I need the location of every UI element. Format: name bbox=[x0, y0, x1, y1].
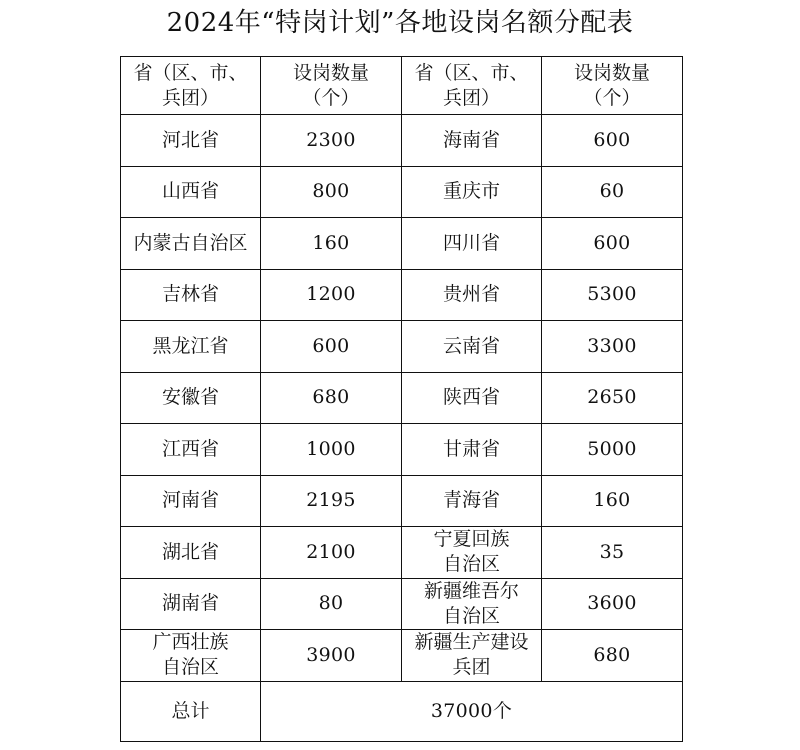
province-name-cell: 黑龙江省 bbox=[121, 321, 261, 373]
header-count-left: 设岗数量 （个） bbox=[261, 57, 402, 115]
quota-count-cell: 60 bbox=[542, 166, 683, 218]
table-row bbox=[121, 269, 683, 321]
quota-count-cell: 5300 bbox=[542, 269, 683, 321]
header-count-right: 设岗数量 （个） bbox=[542, 57, 683, 115]
province-name-cell: 陕西省 bbox=[402, 372, 542, 424]
header-province-left: 省（区、市、 兵团） bbox=[121, 57, 261, 115]
total-value: 37000个 bbox=[261, 681, 683, 741]
total-row bbox=[121, 681, 683, 741]
province-name-cell: 贵州省 bbox=[402, 269, 542, 321]
province-name-cell: 甘肃省 bbox=[402, 424, 542, 476]
quota-count-cell: 1200 bbox=[261, 269, 402, 321]
quota-count-cell: 2195 bbox=[261, 475, 402, 527]
quota-count-cell: 2300 bbox=[261, 115, 402, 167]
quota-count-cell: 2100 bbox=[261, 527, 402, 579]
table-row bbox=[121, 218, 683, 270]
quota-count-cell: 3600 bbox=[542, 578, 683, 630]
quota-count-cell: 600 bbox=[261, 321, 402, 373]
table-row bbox=[121, 475, 683, 527]
table-row bbox=[121, 630, 683, 682]
quota-count-cell: 35 bbox=[542, 527, 683, 579]
quota-count-cell: 3900 bbox=[261, 630, 402, 682]
quota-count-cell: 3300 bbox=[542, 321, 683, 373]
quota-count-cell: 680 bbox=[542, 630, 683, 682]
quota-count-cell: 160 bbox=[261, 218, 402, 270]
province-name-cell: 宁夏回族 自治区 bbox=[402, 527, 542, 579]
quota-count-cell: 600 bbox=[542, 218, 683, 270]
province-name-cell: 四川省 bbox=[402, 218, 542, 270]
province-name-cell: 青海省 bbox=[402, 475, 542, 527]
quota-count-cell: 160 bbox=[542, 475, 683, 527]
province-name-cell: 湖南省 bbox=[121, 578, 261, 630]
province-name-cell: 江西省 bbox=[121, 424, 261, 476]
quota-count-cell: 680 bbox=[261, 372, 402, 424]
table-row bbox=[121, 578, 683, 630]
province-name-cell: 安徽省 bbox=[121, 372, 261, 424]
province-name-cell: 海南省 bbox=[402, 115, 542, 167]
quota-count-cell: 600 bbox=[542, 115, 683, 167]
table-row bbox=[121, 372, 683, 424]
total-label: 总计 bbox=[121, 681, 261, 741]
province-name-cell: 吉林省 bbox=[121, 269, 261, 321]
quota-count-cell: 2650 bbox=[542, 372, 683, 424]
province-name-cell: 河南省 bbox=[121, 475, 261, 527]
quota-count-cell: 80 bbox=[261, 578, 402, 630]
table-row bbox=[121, 115, 683, 167]
header-province-right: 省（区、市、 兵团） bbox=[402, 57, 542, 115]
province-name-cell: 新疆生产建设 兵团 bbox=[402, 630, 542, 682]
province-name-cell: 新疆维吾尔 自治区 bbox=[402, 578, 542, 630]
province-name-cell: 河北省 bbox=[121, 115, 261, 167]
quota-count-cell: 5000 bbox=[542, 424, 683, 476]
header-row bbox=[121, 57, 683, 115]
province-name-cell: 重庆市 bbox=[402, 166, 542, 218]
page-title: 2024年“特岗计划”各地设岗名额分配表 bbox=[166, 8, 634, 38]
table-row bbox=[121, 527, 683, 579]
quota-count-cell: 800 bbox=[261, 166, 402, 218]
province-name-cell: 湖北省 bbox=[121, 527, 261, 579]
table-row bbox=[121, 321, 683, 373]
province-name-cell: 广西壮族 自治区 bbox=[121, 630, 261, 682]
quota-table bbox=[120, 56, 683, 742]
quota-count-cell: 1000 bbox=[261, 424, 402, 476]
table-row bbox=[121, 166, 683, 218]
province-name-cell: 山西省 bbox=[121, 166, 261, 218]
province-name-cell: 云南省 bbox=[402, 321, 542, 373]
province-name-cell: 内蒙古自治区 bbox=[121, 218, 261, 270]
table-row bbox=[121, 424, 683, 476]
